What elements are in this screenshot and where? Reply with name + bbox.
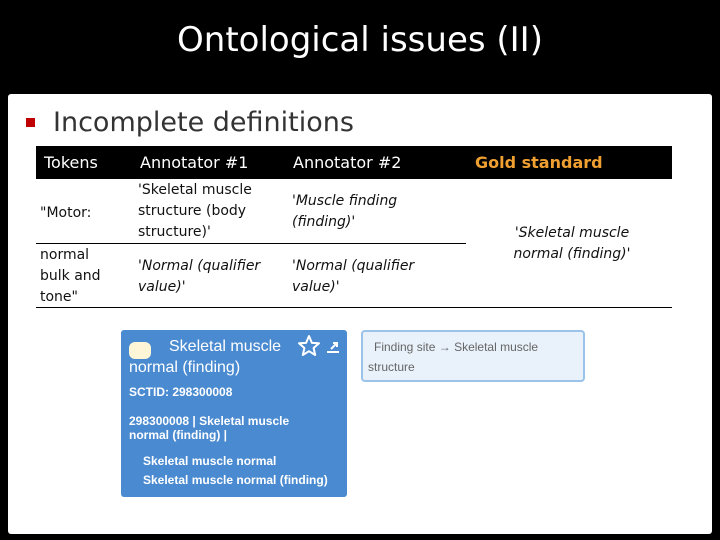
concept-sctid: SCTID: 298300008 <box>129 385 233 399</box>
export-icon[interactable] <box>326 340 340 354</box>
concept-fsn <box>129 414 289 442</box>
star-icon[interactable] <box>297 334 321 358</box>
header-tokens: Tokens <box>44 153 98 172</box>
row1-token: "Motor: <box>40 205 92 221</box>
table-bottom-border <box>36 307 672 308</box>
concept-title-line1: Skeletal muscle <box>169 338 282 355</box>
header-gold-standard: Gold standard <box>475 153 603 172</box>
relationship-target[interactable]: Skeletal muscle <box>454 340 539 354</box>
annotation-table <box>36 146 672 308</box>
row2-annotator-2: 'Normal (qualifier value)' <box>292 258 415 295</box>
arrow-right-icon: → <box>438 340 451 354</box>
concept-title-line2: normal (finding) <box>129 359 241 376</box>
row1-annotator-1: 'Skeletal muscle structure (body structure)' <box>138 182 252 240</box>
row2-annotator-1: 'Normal (qualifier value)' <box>138 258 261 295</box>
relationship-label: Finding site <box>374 340 436 354</box>
header-annotator-2: Annotator #2 <box>293 153 402 172</box>
concept-card[interactable] <box>121 330 347 497</box>
slide-title: Ontological issues (II) <box>177 20 543 60</box>
bullet-square-icon <box>26 118 35 127</box>
concept-synonym-2: Skeletal muscle normal (finding) <box>143 473 328 487</box>
relationship-target-line2: structure <box>368 360 415 374</box>
concept-logo-icon <box>129 342 151 359</box>
concept-fsn-line2: normal (finding) | <box>129 428 228 442</box>
bullet <box>26 104 354 140</box>
table-header <box>36 146 672 179</box>
relationship-box[interactable] <box>361 330 585 382</box>
header-annotator-1: Annotator #1 <box>140 153 249 172</box>
concept-fsn-line1: 298300008 | Skeletal muscle <box>129 414 290 428</box>
row1-annotator-2: 'Muscle finding (finding)' <box>292 193 398 230</box>
bullet-text: Incomplete definitions <box>53 106 354 138</box>
gold-standard-value: 'Skeletal muscle normal (finding)' <box>513 225 631 262</box>
concept-synonym-1: Skeletal muscle normal <box>143 454 277 468</box>
relationship-line1 <box>374 340 538 354</box>
row2-token: normal bulk and tone" <box>40 247 101 305</box>
row-divider <box>36 243 466 244</box>
